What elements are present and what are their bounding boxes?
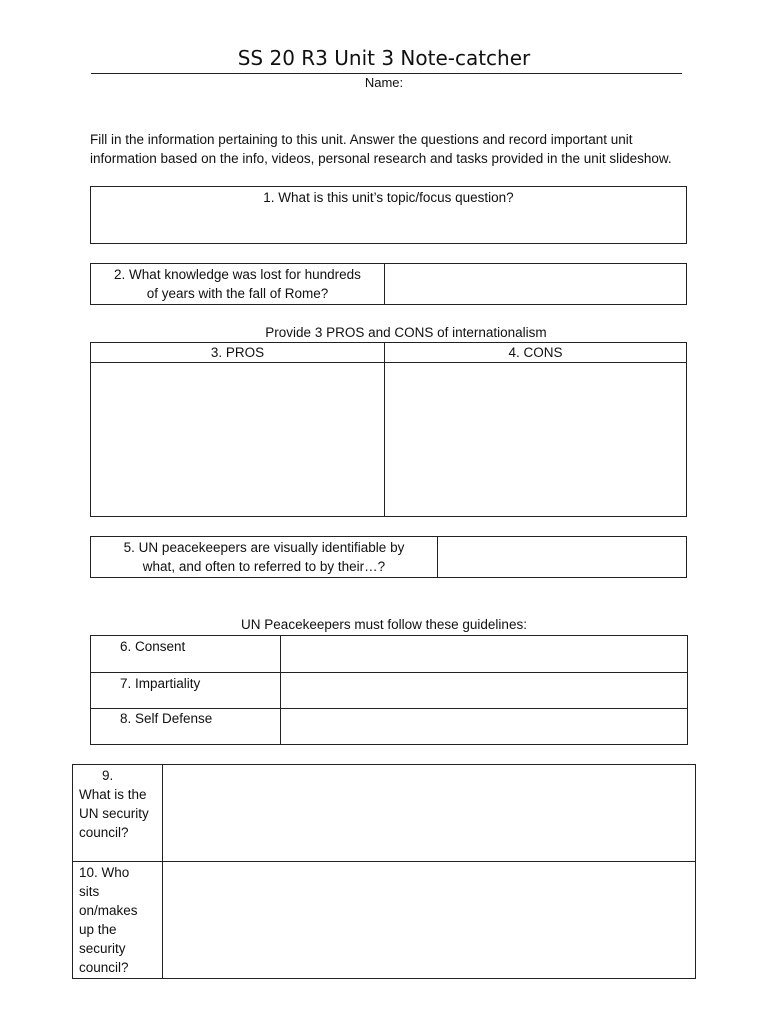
page-title: SS 20 R3 Unit 3 Note-catcher [237,46,531,70]
pros-header-label: 3. PROS [210,345,265,360]
cons-header-label: 4. CONS [508,345,563,360]
q10-line-6: council? [79,960,129,975]
q2-line-2: of years with the fall of Rome? [146,286,329,301]
q5-line-1: 5. UN peacekeepers are visually identifiable by [123,540,405,555]
q5-question-cell [91,537,438,578]
guideline-row-self-defense [91,709,281,745]
q2-answer-cell[interactable] [385,264,687,305]
pros-header [91,343,385,363]
title-underline [91,73,682,74]
q10-line-2: sits [79,884,100,899]
guidelines-caption: UN Peacekeepers must follow these guidelines: [241,617,527,632]
q1-table [90,186,687,244]
name-label: Name: [364,75,404,90]
cons-answer-cell[interactable] [385,363,687,517]
q9-line-3: council? [79,825,129,840]
q1-label: 1. What is this unit’s topic/focus question? [263,190,514,205]
q9-answer-cell[interactable] [163,765,696,862]
guidelines-table [90,635,688,745]
instructions-paragraph: Fill in the information pertaining to this unit. Answer the questions and record important unit information based on the info, videos, personal research and tasks provided in the unit slideshow. [90,132,672,166]
guideline-row-impartiality [91,673,281,709]
pros-cons-caption: Provide 3 PROS and CONS of internationalism [265,325,547,340]
guideline-label-self-defense: 8. Self Defense [120,711,213,726]
q10-line-5: security [79,941,126,956]
guideline-row-consent [91,636,281,673]
q10-line-1: 10. Who [79,865,130,880]
pros-answer-cell[interactable] [91,363,385,517]
q9-line-1: What is the [79,787,147,802]
guideline-answer-impartiality[interactable] [281,673,688,709]
q9-line-2: UN security [79,806,149,821]
q2-line-1: 2. What knowledge was lost for hundreds [114,267,361,282]
cons-header [385,343,687,363]
guideline-label-consent: 6. Consent [120,639,186,654]
q10-answer-cell[interactable] [163,862,696,979]
pros-cons-table [90,342,687,517]
q5-table [90,536,687,578]
q5-answer-cell[interactable] [438,537,687,578]
guideline-answer-self-defense[interactable] [281,709,688,745]
q2-question-cell [91,264,385,305]
guideline-answer-consent[interactable] [281,636,688,673]
q10-line-4: up the [79,922,117,937]
q9-number: 9. [102,768,114,783]
guideline-label-impartiality: 7. Impartiality [120,676,201,691]
q10-question-cell [73,862,163,979]
q9-question-cell [73,765,163,862]
q2-table [90,263,687,305]
q5-line-2: what, and often to referred to by their…? [142,559,386,574]
security-council-table [72,764,696,979]
q1-cell[interactable] [91,187,687,244]
q10-line-3: on/makes [79,903,138,918]
